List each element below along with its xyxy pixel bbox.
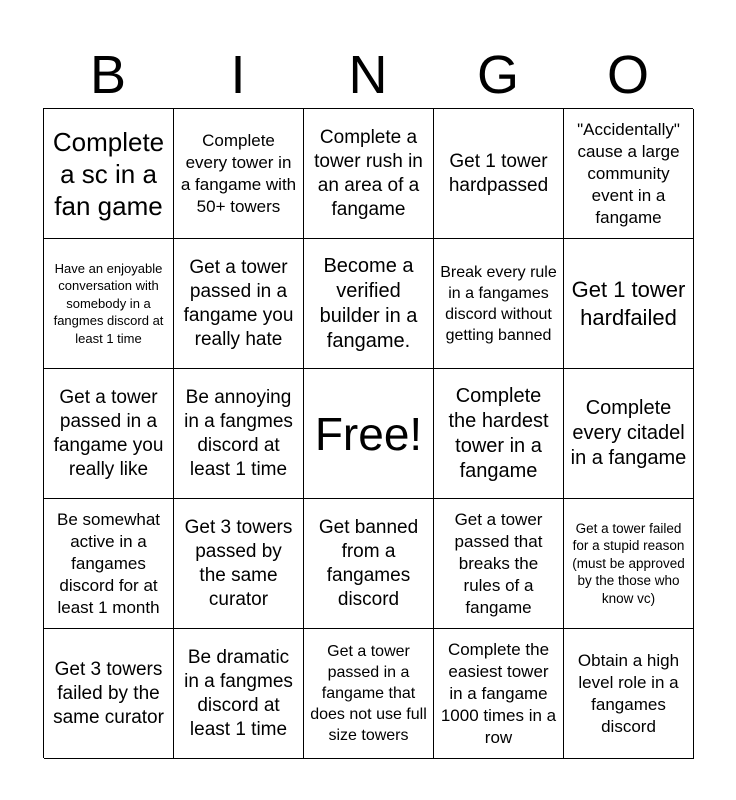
bingo-cell-r4c3[interactable]: Get banned from a fangames discord (304, 499, 434, 629)
bingo-cell-r1c3[interactable]: Complete a tower rush in an area of a fangame (304, 109, 434, 239)
bingo-cell-r5c3[interactable]: Get a tower passed in a fangame that does not use full size towers (304, 629, 434, 759)
bingo-board (43, 108, 693, 758)
bingo-cell-r3c2[interactable]: Be annoying in a fangmes discord at least 1 time (174, 369, 304, 499)
bingo-cell-r3c5[interactable]: Complete every citadel in a fangame (564, 369, 694, 499)
bingo-cell-r4c2[interactable]: Get 3 towers passed by the same curator (174, 499, 304, 629)
bingo-cell-r1c5[interactable]: "Accidentally" cause a large community event in a fangame (564, 109, 694, 239)
bingo-cell-r5c1[interactable]: Get 3 towers failed by the same curator (44, 629, 174, 759)
bingo-cell-r2c5[interactable]: Get 1 tower hardfailed (564, 239, 694, 369)
bingo-cell-r5c2[interactable]: Be dramatic in a fangmes discord at least 1 time (174, 629, 304, 759)
header-letter-g: G (476, 45, 519, 105)
bingo-cell-r2c4[interactable]: Break every rule in a fangames discord without getting banned (434, 239, 564, 369)
bingo-cell-free[interactable]: Free! (304, 369, 434, 499)
bingo-cell-r3c1[interactable]: Get a tower passed in a fangame you really like (44, 369, 174, 499)
header-letter-o: O (606, 45, 649, 105)
bingo-cell-r1c2[interactable]: Complete every tower in a fangame with 50+ towers (174, 109, 304, 239)
header-letter-n: N (348, 45, 388, 105)
bingo-cell-r2c1[interactable]: Have an enjoyable conversation with somebody in a fangmes discord at least 1 time (44, 239, 174, 369)
bingo-cell-r1c4[interactable]: Get 1 tower hardpassed (434, 109, 564, 239)
bingo-cell-r5c5[interactable]: Obtain a high level role in a fangames discord (564, 629, 694, 759)
header-letter-b: B (89, 45, 127, 105)
bingo-cell-r3c4[interactable]: Complete the hardest tower in a fangame (434, 369, 564, 499)
bingo-header (43, 42, 693, 108)
header-letter-i: I (230, 45, 246, 105)
bingo-cell-r4c5[interactable]: Get a tower failed for a stupid reason (must be approved by the those who know vc) (564, 499, 694, 629)
bingo-cell-r1c1[interactable]: Complete a sc in a fan game (44, 109, 174, 239)
bingo-cell-r4c1[interactable]: Be somewhat active in a fangames discord for at least 1 month (44, 499, 174, 629)
bingo-cell-r5c4[interactable]: Complete the easiest tower in a fangame 1000 times in a row (434, 629, 564, 759)
bingo-cell-r2c2[interactable]: Get a tower passed in a fangame you really hate (174, 239, 304, 369)
bingo-cell-r2c3[interactable]: Become a verified builder in a fangame. (304, 239, 434, 369)
bingo-cell-r4c4[interactable]: Get a tower passed that breaks the rules of a fangame (434, 499, 564, 629)
